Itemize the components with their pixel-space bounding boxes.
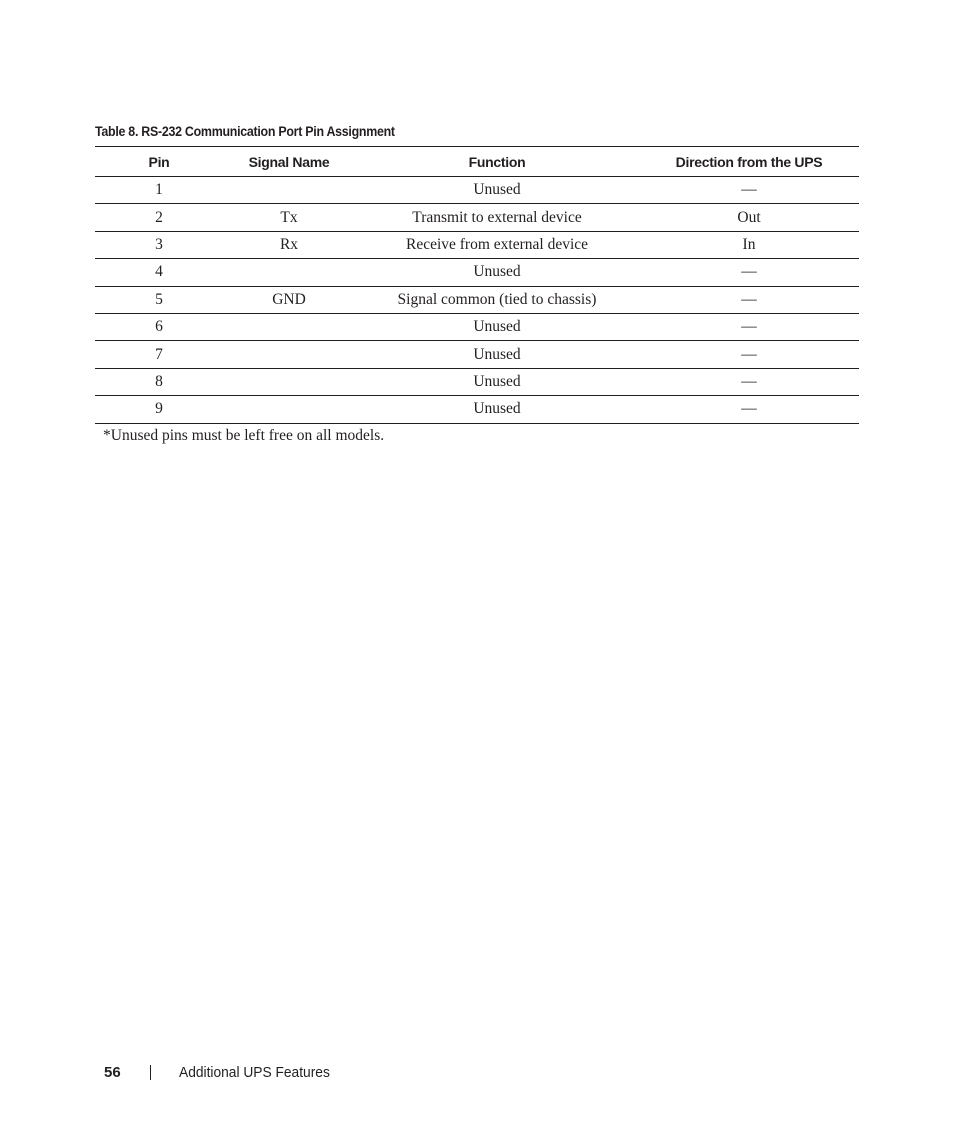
cell-direction: —: [639, 368, 859, 395]
cell-direction: Out: [639, 204, 859, 231]
header-function: Function: [355, 147, 639, 177]
cell-signal: [223, 313, 355, 340]
cell-signal: [223, 177, 355, 204]
cell-signal: GND: [223, 286, 355, 313]
cell-function: Unused: [355, 368, 639, 395]
cell-function: Unused: [355, 177, 639, 204]
cell-pin: 3: [95, 231, 223, 258]
cell-direction: —: [639, 177, 859, 204]
cell-function: Signal common (tied to chassis): [355, 286, 639, 313]
header-direction: Direction from the UPS: [639, 147, 859, 177]
cell-signal: [223, 396, 355, 423]
table-row: [95, 177, 859, 204]
cell-pin: 8: [95, 368, 223, 395]
cell-function: Unused: [355, 396, 639, 423]
cell-function: Unused: [355, 313, 639, 340]
table-caption: Table 8. RS-232 Communication Port Pin Assignment: [95, 124, 395, 139]
cell-pin: 2: [95, 204, 223, 231]
table-row: [95, 368, 859, 395]
table-row: [95, 259, 859, 286]
cell-pin: 5: [95, 286, 223, 313]
cell-function: Transmit to external device: [355, 204, 639, 231]
table-footnote: *Unused pins must be left free on all models.: [103, 427, 385, 444]
table-row: [95, 341, 859, 368]
cell-signal: [223, 341, 355, 368]
cell-pin: 7: [95, 341, 223, 368]
cell-signal: Rx: [223, 231, 355, 258]
table-row: [95, 231, 859, 258]
cell-direction: —: [639, 286, 859, 313]
cell-function: Unused: [355, 259, 639, 286]
cell-pin: 9: [95, 396, 223, 423]
cell-pin: 6: [95, 313, 223, 340]
cell-signal: [223, 259, 355, 286]
footer-divider: [150, 1065, 151, 1080]
cell-pin: 1: [95, 177, 223, 204]
section-title: Additional UPS Features: [179, 1065, 330, 1081]
cell-signal: Tx: [223, 204, 355, 231]
table-row: [95, 286, 859, 313]
table-header-row: [95, 147, 859, 177]
cell-direction: —: [639, 341, 859, 368]
cell-function: Unused: [355, 341, 639, 368]
table-row: [95, 396, 859, 423]
page-number: 56: [104, 1064, 121, 1081]
cell-function: Receive from external device: [355, 231, 639, 258]
cell-direction: —: [639, 313, 859, 340]
table-row: [95, 204, 859, 231]
cell-direction: —: [639, 396, 859, 423]
table-row: [95, 313, 859, 340]
cell-signal: [223, 368, 355, 395]
pin-assignment-table: [95, 146, 859, 424]
header-pin: Pin: [95, 147, 223, 177]
header-signal-name: Signal Name: [223, 147, 355, 177]
cell-pin: 4: [95, 259, 223, 286]
cell-direction: —: [639, 259, 859, 286]
cell-direction: In: [639, 231, 859, 258]
